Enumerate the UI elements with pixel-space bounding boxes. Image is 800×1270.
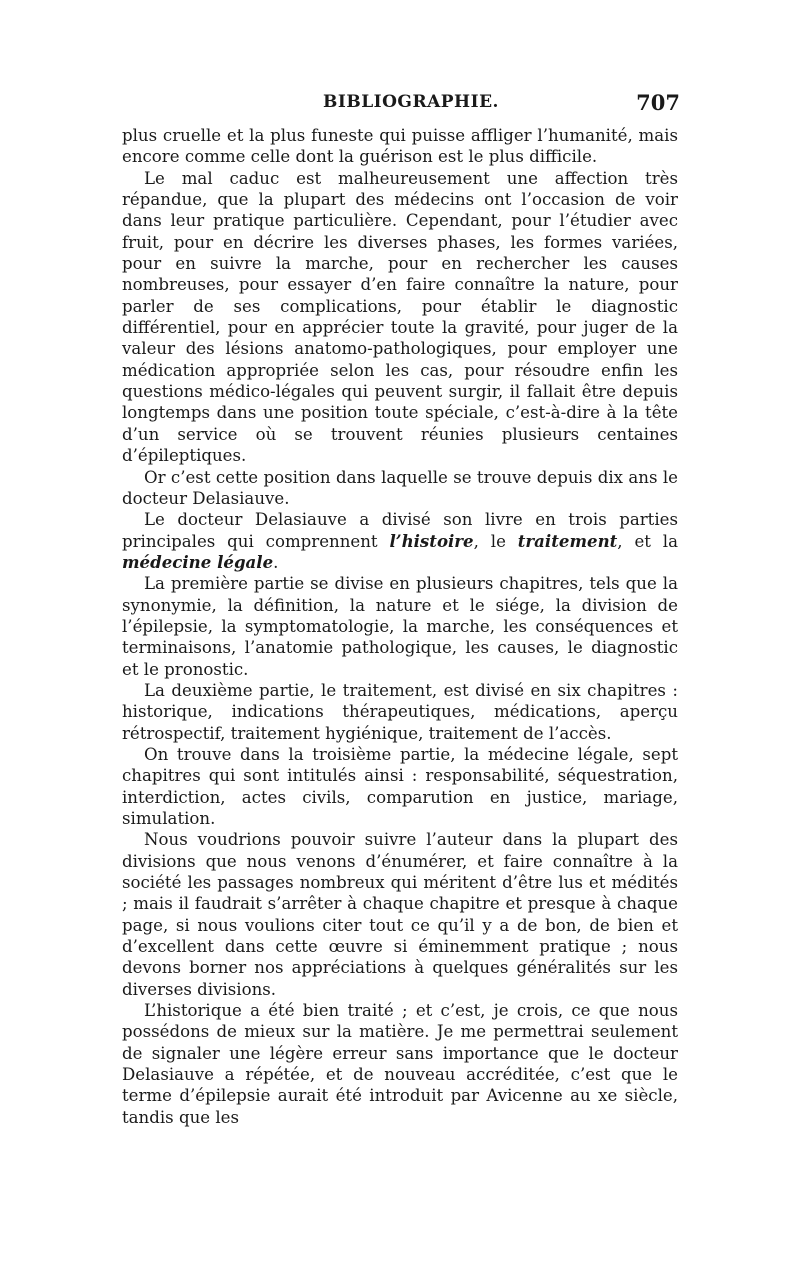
- text: , le: [473, 531, 518, 551]
- text: , et la: [617, 531, 678, 551]
- paragraph: La deuxième partie, le traitement, est divisé en six chapitres : historique, indications thérapeutiques, médications, aperçu rétrospectif, traitement hygiénique, traitement de l’accès.: [122, 680, 678, 743]
- paragraph: L’historique a été bien traité ; et c’est, je crois, ce que nous possédons de mieux sur la matière. Je me permettrai seulement de signaler une légère erreur sans importance que le docteur Delasiauve a répétée, et de nouveau accréditée, c’est que le terme d’épilepsie aurait été introduit par Avicenne au xe siècle, tandis que les: [122, 1001, 678, 1127]
- paragraph: La première partie se divise en plusieurs chapitres, tels que la synonymie, la définition, la nature et le siége, la division de l’épilepsie, la symptomatologie, la marche, les conséquences et terminaisons, l’anatomie pathologique, les causes, le diagnostic et le pronostic.: [122, 574, 678, 679]
- paragraph: plus cruelle et la plus funeste qui puisse affliger l’humanité, mais encore comme celle dont la guérison est le plus difficile.: [122, 126, 678, 167]
- text: .: [273, 552, 279, 572]
- running-title: BIBLIOGRAPHIE.: [323, 92, 499, 112]
- text: Le docteur Delasiauve a divisé son livre en trois parties principales qui comprennent: [122, 510, 678, 551]
- paragraph: Nous voudrions pouvoir suivre l’auteur dans la plupart des divisions que nous venons d’énumérer, et faire connaître à la société les passages nombreux qui méritent d’être lus et médités ; mais il faudrait s’arrêter à chaque chapitre et presque à chaque page, si nous voulions citer tout ce qu’il y a de bon, de bien et d’excellent dans cette œuvre si éminemment pratique ; nous devons borner nos appréciations à quelques généralités sur les diverses divisions.: [122, 830, 678, 999]
- emphasis-traitement: traitement: [517, 530, 618, 551]
- paragraph: On trouve dans la troisième partie, la médecine légale, sept chapitres qui sont intitulés ainsi : responsabilité, séquestration, interdiction, actes civils, comparution en justice, mariage, simulation.: [122, 744, 678, 828]
- page-number: 707: [636, 90, 680, 115]
- body-text: [122, 125, 678, 1128]
- paragraph-divisions: [122, 509, 678, 573]
- page-header: [122, 92, 680, 118]
- emphasis-histoire: l’histoire: [389, 530, 474, 551]
- paragraph: Le mal caduc est malheureusement une affection très répandue, que la plupart des médecins ont l’occasion de voir dans leur pratique particulière. Cependant, pour l’étudier avec fruit, pour en décrire les diverses phases, les formes variées, pour en suivre la marche, pour en rechercher les causes nombreuses, pour essayer d’en faire connaître la nature, pour parler de ses complications, pour établir le diagnostic différentiel, pour en apprécier toute la gravité, pour juger de la valeur des lésions anatomo-pathologiques, pour employer une médication appropriée selon les cas, pour résoudre enfin les questions médico-légales qui peuvent surgir, il fallait être depuis longtemps dans une position toute spéciale, c’est-à-dire à la tête d’un service où se trouvent réunies plusieurs centaines d’épileptiques.: [122, 168, 678, 466]
- paragraph: Or c’est cette position dans laquelle se trouve depuis dix ans le docteur Delasiauve.: [122, 467, 678, 508]
- emphasis-medecine-legale: médecine légale: [122, 551, 274, 572]
